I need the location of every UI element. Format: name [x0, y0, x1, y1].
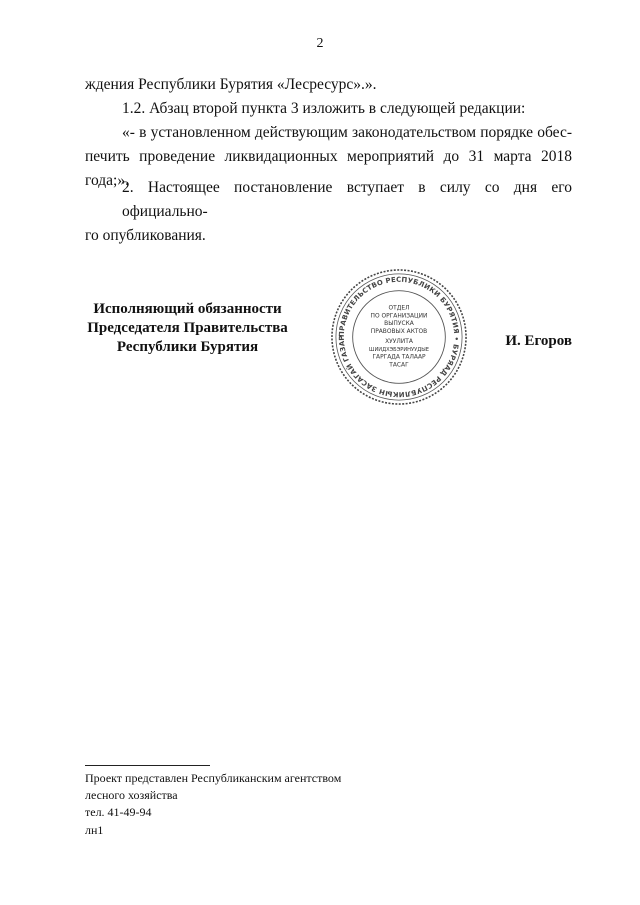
paragraph-effective-date: [85, 176, 572, 248]
signatory-title-line: Республики Бурятия: [116, 339, 259, 355]
footnote-divider: [85, 765, 210, 766]
seal-center-line: ВЫПУСКА: [384, 321, 414, 328]
footnote-line: тел. 41-49-94: [85, 805, 152, 819]
seal-center-line: ПО ОРГАНИЗАЦИИ: [370, 313, 428, 320]
footnote-line: лесного хозяйства: [85, 788, 178, 802]
paragraph-amendment: [85, 73, 572, 193]
text-line: ждения Республики Бурятия «Лесресурс».».: [85, 76, 377, 93]
seal-center-line: ШИИДХЭБЭРИНУУДЫЕ: [369, 346, 429, 353]
seal-center-line: ТАСАГ: [389, 362, 409, 369]
text-line: печить проведение ликвидационных мероприятий до 31 марта 2018 года;».: [85, 148, 572, 189]
text-line: го опубликования.: [85, 227, 206, 244]
seal-center-line: ХУУЛИТА: [385, 338, 413, 345]
footnote: [85, 770, 341, 821]
signatory-name: И. Егоров: [505, 333, 572, 349]
seal-center-line: ПРАВОВЫХ АКТОВ: [370, 329, 428, 336]
text-line: 2. Настоящее постановление вступает в силу со дня его официально-: [122, 179, 572, 220]
seal-center-line: ОТДЕЛ: [388, 305, 410, 312]
signatory-title-line: Председателя Правительства: [87, 320, 288, 336]
official-seal: [330, 268, 468, 406]
footnote-line: Проект представлен Республиканским агентством: [85, 771, 342, 785]
signatory-title: [80, 300, 295, 357]
seal-ring-text: ПРАВИТЕЛЬСТВО РЕСПУБЛИКИ БУРЯТИЯ • БУРЯАД РЕСПУБЛИКЫН ЗАСАГАЙ ГАЗАР: [337, 275, 461, 399]
seal-center-line: ГАРГАДА ТАЛААР: [372, 354, 426, 361]
text-line: «- в установленном действующим законодательством порядке обес-: [122, 124, 572, 141]
signatory-title-line: Исполняющий обязанности: [93, 301, 282, 317]
page-number: 2: [316, 36, 324, 51]
document-code: лн1: [85, 823, 104, 837]
text-line: 1.2. Абзац второй пункта 3 изложить в следующей редакции:: [122, 100, 526, 117]
svg-text:ПРАВИТЕЛЬСТВО РЕСПУБЛИКИ БУРЯТ: [338, 276, 461, 398]
